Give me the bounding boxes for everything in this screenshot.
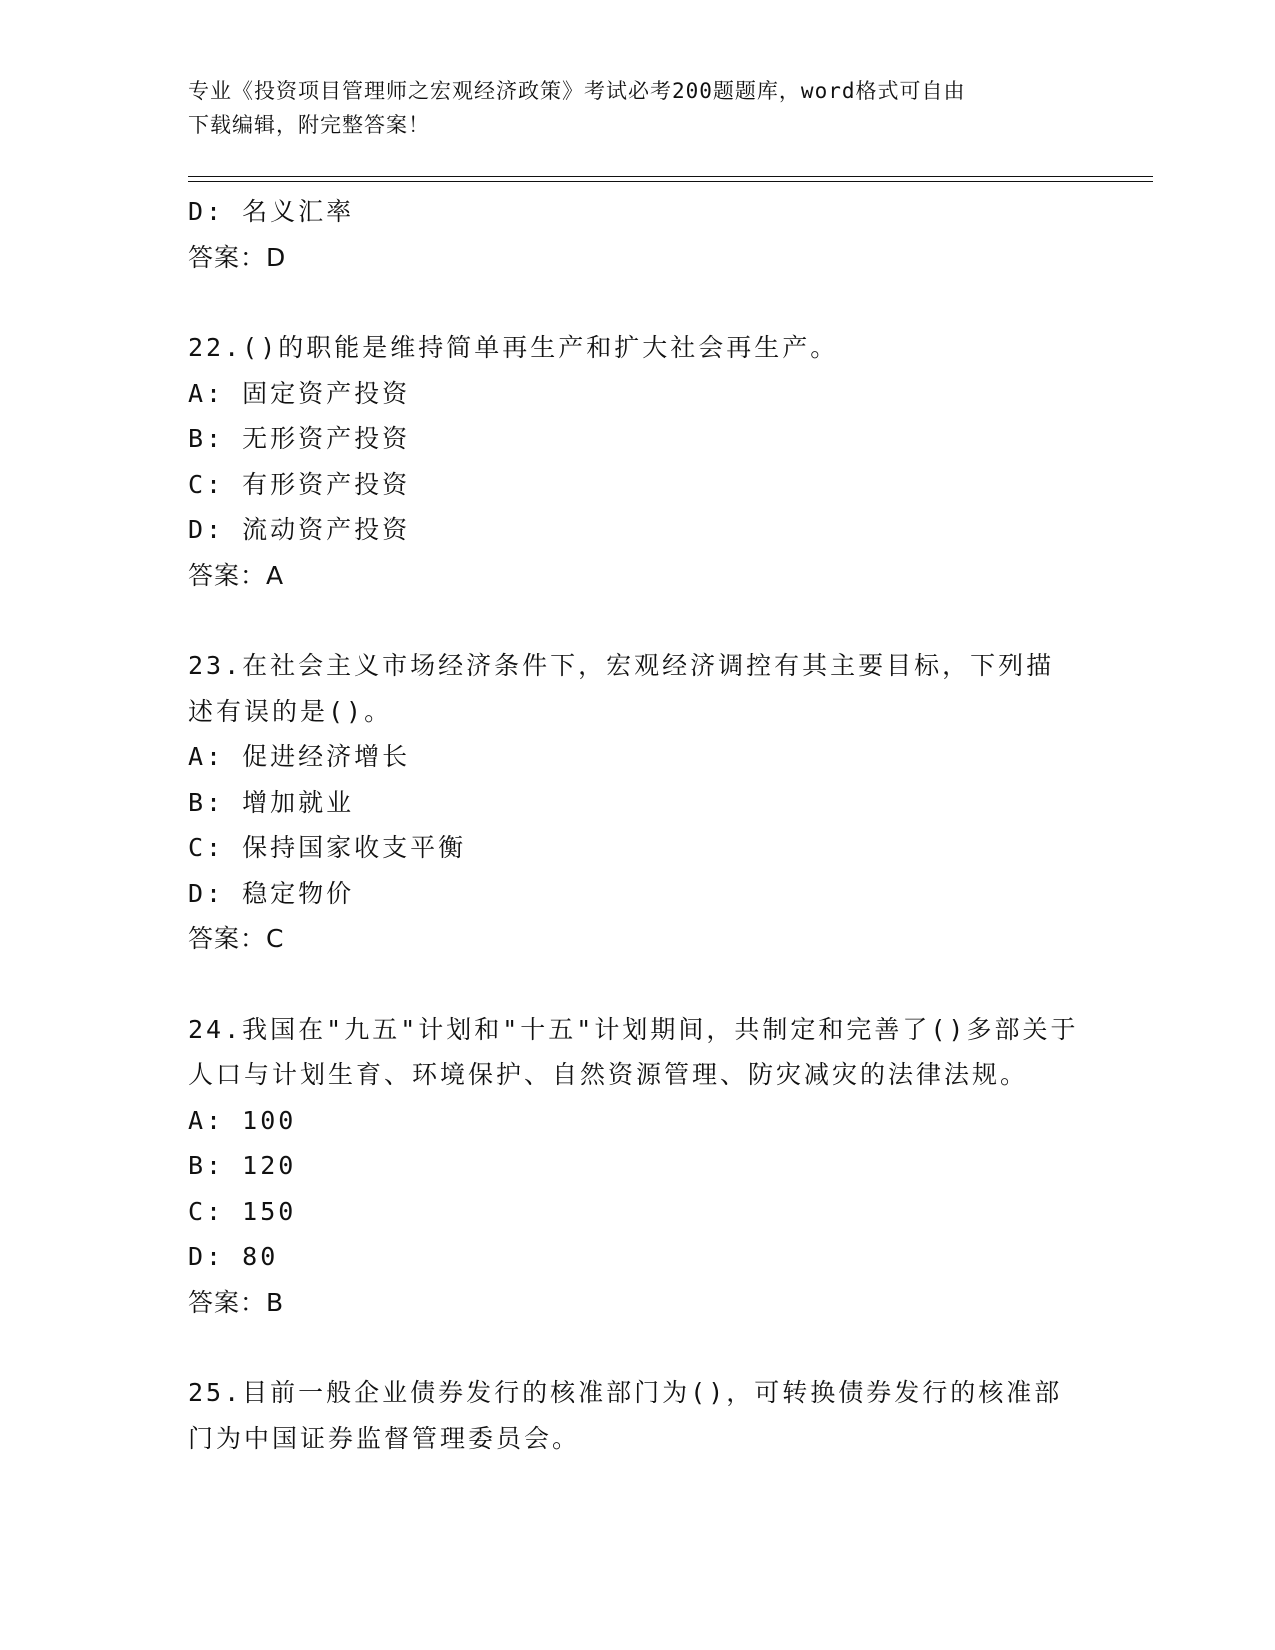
answer: 答案：A bbox=[188, 560, 285, 590]
option-d: D: 80 bbox=[188, 1242, 279, 1271]
spacer bbox=[188, 598, 1088, 643]
option-c: C: 有形资产投资 bbox=[188, 469, 411, 499]
option-b: B: 增加就业 bbox=[188, 787, 355, 817]
question-text-line-1: 25.目前一般企业债券发行的核准部门为()，可转换债券发行的核准部 bbox=[188, 1378, 1063, 1407]
option-a: A: 固定资产投资 bbox=[188, 378, 411, 408]
question-list bbox=[188, 189, 1088, 1461]
option-d: D: 流动资产投资 bbox=[188, 515, 411, 544]
header-line-1: 专业《投资项目管理师之宏观经济政策》考试必考200题题库，word格式可自由 bbox=[188, 79, 966, 103]
spacer bbox=[188, 962, 1088, 1007]
question-24 bbox=[188, 1007, 1088, 1326]
header-divider-top bbox=[188, 176, 1153, 177]
question-text-line-2: 人口与计划生育、环境保护、自然资源管理、防灾减灾的法律法规。 bbox=[188, 1060, 1029, 1089]
question-22 bbox=[188, 325, 1088, 598]
spacer bbox=[188, 280, 1088, 325]
question-23 bbox=[188, 643, 1088, 962]
question-25 bbox=[188, 1370, 1088, 1461]
header-line-2: 下载编辑，附完整答案！ bbox=[188, 113, 430, 137]
option-d: D: 名义汇率 bbox=[188, 197, 355, 226]
header-divider-bottom bbox=[188, 181, 1153, 182]
answer: 答案：B bbox=[188, 1287, 285, 1317]
option-a: A: 100 bbox=[188, 1105, 297, 1135]
question-text-line-2: 门为中国证券监督管理委员会。 bbox=[188, 1423, 581, 1453]
document-header bbox=[188, 74, 1068, 142]
option-c: C: 保持国家收支平衡 bbox=[188, 833, 467, 862]
answer: 答案：D bbox=[188, 242, 287, 272]
question-text: 22.()的职能是维持简单再生产和扩大社会再生产。 bbox=[188, 333, 839, 362]
question-text-line-1: 24.我国在"九五"计划和"十五"计划期间，共制定和完善了()多部关于 bbox=[188, 1014, 1079, 1044]
option-c: C: 150 bbox=[188, 1196, 297, 1226]
previous-question-tail bbox=[188, 189, 1088, 280]
option-b: B: 120 bbox=[188, 1151, 297, 1180]
option-b: B: 无形资产投资 bbox=[188, 424, 411, 453]
spacer bbox=[188, 1325, 1088, 1370]
question-text-line-1: 23.在社会主义市场经济条件下，宏观经济调控有其主要目标，下列描 bbox=[188, 651, 1055, 680]
question-text-line-2: 述有误的是()。 bbox=[188, 696, 393, 726]
option-d: D: 稳定物价 bbox=[188, 878, 355, 908]
answer: 答案：C bbox=[188, 924, 285, 953]
option-a: A: 促进经济增长 bbox=[188, 742, 411, 771]
